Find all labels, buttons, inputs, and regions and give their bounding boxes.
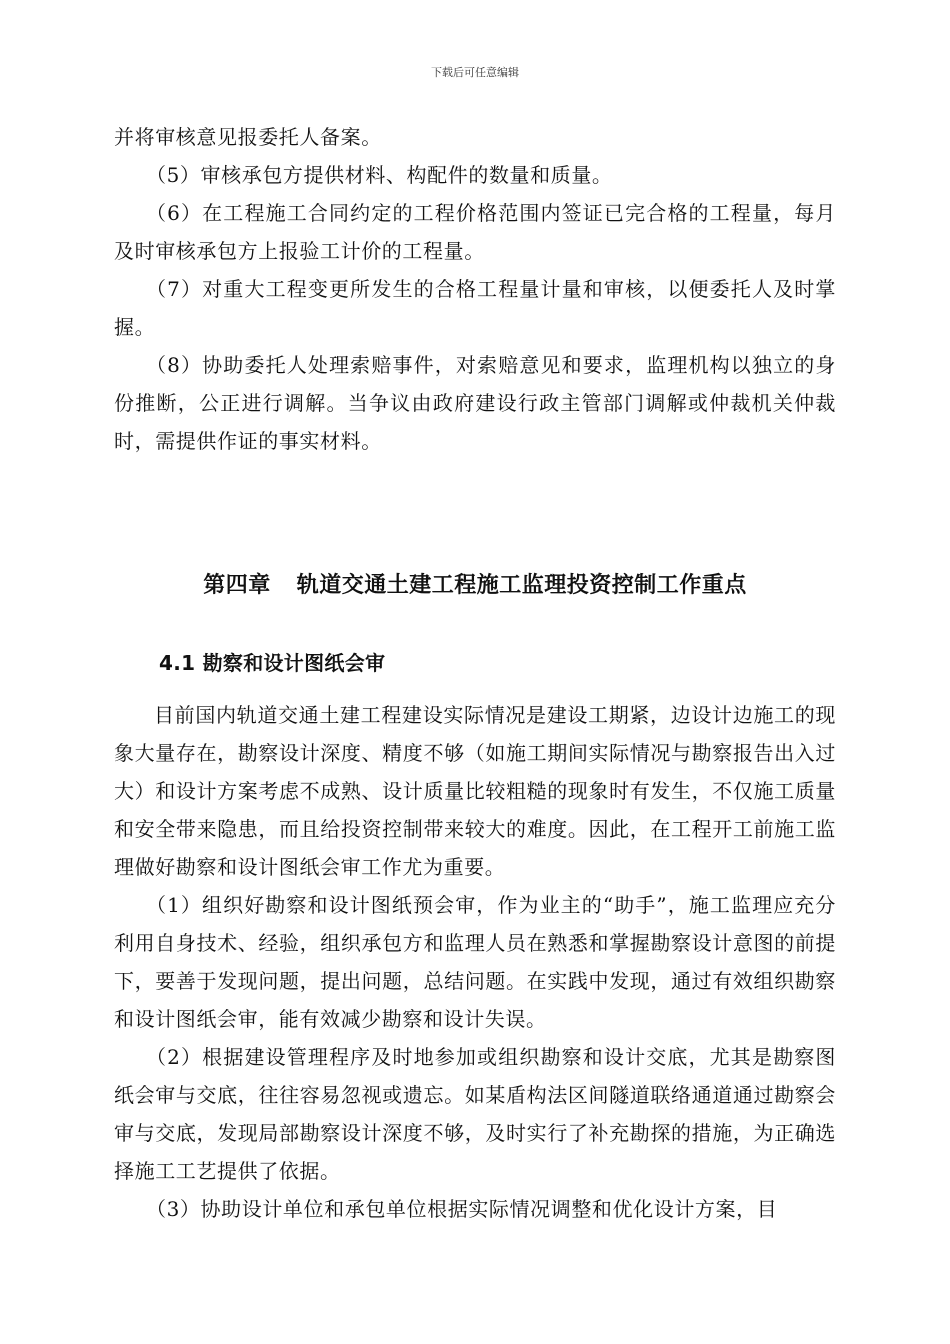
section-heading: 4.1 勘察和设计图纸会审 bbox=[159, 651, 386, 675]
paragraph-continuation: 并将审核意见报委托人备案。 bbox=[114, 125, 382, 149]
paragraph-intro: 目前国内轨道交通土建工程建设实际情况是建设工期紧，边设计边施工的现象大量存在，勘察设计深度、精度不够（如施工期间实际情况与勘察报告出入过大）和设计方案考虑不成熟、设计质量比较粗糙的现象时有发生，不仅施工质量和安全带来隐患，而且给投资控制带来较大的难度。因此，在工程开工前施工监理做好勘察和设计图纸会审工作尤为重要。 bbox=[114, 703, 836, 879]
chapter-title: 轨道交通土建工程施工监理投资控制工作重点 bbox=[296, 573, 747, 598]
chapter-heading bbox=[0, 570, 950, 602]
paragraph-item-8: （8）协助委托人处理索赔事件，对索赔意见和要求，监理机构以独立的身份推断，公正进行调解。当争议由政府建设行政主管部门调解或仲裁机关仲裁时，需提供作证的事实材料。 bbox=[114, 353, 836, 453]
document-body-top bbox=[114, 118, 836, 460]
document-body-section bbox=[114, 696, 836, 1228]
paragraph-point-1: （1）组织好勘察和设计图纸预会审，作为业主的“助手”，施工监理应充分利用自身技术、经验，组织承包方和监理人员在熟悉和掌握勘察设计意图的前提下，要善于发现问题，提出问题，总结问题。在实践中发现，通过有效组织勘察和设计图纸会审，能有效减少勘察和设计失误。 bbox=[114, 893, 836, 1031]
paragraph-item-7: （7）对重大工程变更所发生的合格工程量计量和审核，以便委托人及时掌握。 bbox=[114, 277, 836, 339]
paragraph-item-6: （6）在工程施工合同约定的工程价格范围内签证已完合格的工程量，每月及时审核承包方上报验工计价的工程量。 bbox=[114, 201, 836, 263]
paragraph-item-5: （5）审核承包方提供材料、构配件的数量和质量。 bbox=[146, 163, 613, 187]
paragraph-point-3: （3）协助设计单位和承包单位根据实际情况调整和优化设计方案，目 bbox=[146, 1197, 778, 1221]
page-header-note: 下载后可任意编辑 bbox=[431, 66, 519, 79]
chapter-number: 第四章 bbox=[203, 573, 271, 598]
paragraph-point-2: （2）根据建设管理程序及时地参加或组织勘察和设计交底，尤其是勘察图纸会审与交底，往往容易忽视或遗忘。如某盾构法区间隧道联络通道通过勘察会审与交底，发现局部勘察设计深度不够，及时实行了补充勘探的措施，为正确选择施工工艺提供了依据。 bbox=[114, 1045, 836, 1183]
